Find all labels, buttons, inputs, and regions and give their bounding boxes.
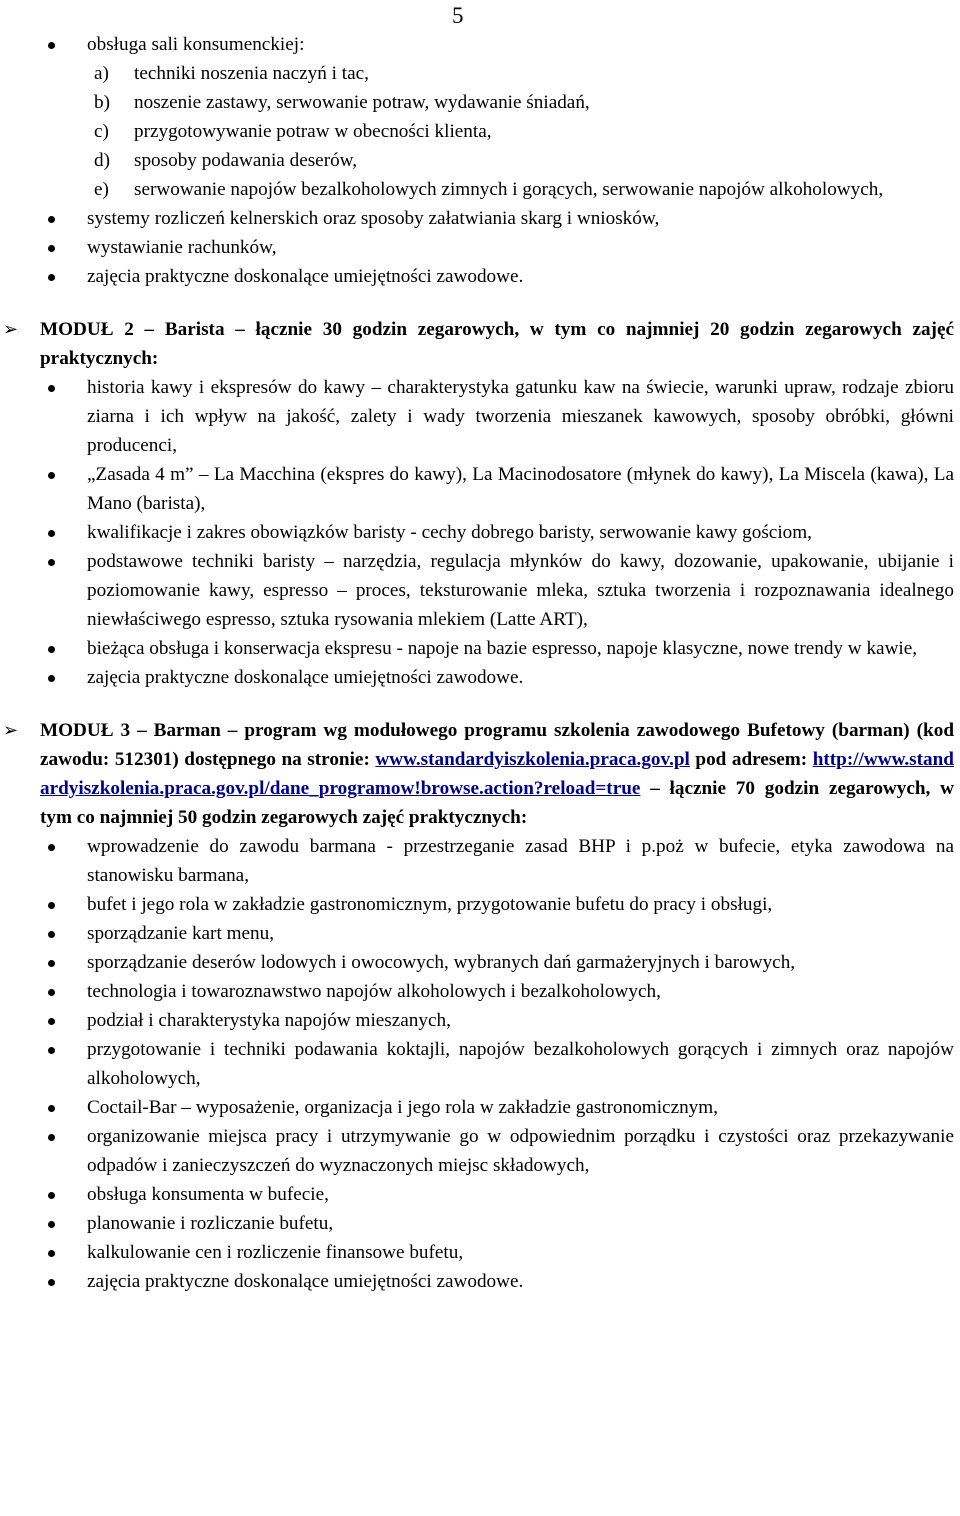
page-number: 5: [452, 3, 464, 28]
sub-list-mark: a): [94, 63, 109, 84]
program-url-link[interactable]: http://www.standardyiszkolenia.praca.gov.pl/dane_programow!browse.action?reload=true: [40, 749, 954, 799]
sub-list-text: przygotowywanie potraw w obecności klienta,: [134, 121, 492, 142]
sub-list-item: [0, 88, 960, 117]
list-item: sporządzanie deserów lodowych i owocowych, wybranych dań garmażeryjnych i barowych,: [0, 948, 960, 977]
list-item: wprowadzenie do zawodu barmana - przestrzeganie zasad BHP i p.poż w bufecie, etyka zawodowa na stanowisku barmana,: [0, 832, 960, 890]
module-2-heading-text: MODUŁ 2 – Barista – łącznie 30 godzin zegarowych, w tym co najmniej 20 godzin zegarowych zajęć praktycznych:: [40, 319, 954, 369]
sub-list-mark: d): [94, 150, 110, 171]
arrow-bullet-icon: ➢: [3, 720, 19, 740]
list-item: obsługa konsumenta w bufecie,: [0, 1180, 960, 1209]
module-3-heading-text: pod adresem:: [689, 749, 813, 770]
document-body: [0, 30, 960, 1296]
sub-list-item: [0, 175, 960, 204]
module-3-heading: [0, 716, 960, 832]
sub-list-text: techniki noszenia naczyń i tac,: [134, 63, 369, 84]
list-item: zajęcia praktyczne doskonalące umiejętności zawodowe.: [0, 1267, 960, 1296]
list-item: [0, 30, 960, 204]
sub-list-item: [0, 117, 960, 146]
sub-list: [0, 59, 960, 204]
list-item: Coctail-Bar – wyposażenie, organizacja i jego rola w zakładzie gastronomicznym,: [0, 1093, 960, 1122]
sub-list-text: sposoby podawania deserów,: [134, 150, 358, 171]
sub-list-mark: b): [94, 92, 110, 113]
sub-list-item: [0, 146, 960, 175]
list-item: bufet i jego rola w zakładzie gastronomicznym, przygotowanie bufetu do pracy i obsługi,: [0, 890, 960, 919]
list-item: podział i charakterystyka napojów mieszanych,: [0, 1006, 960, 1035]
arrow-bullet-icon: ➢: [3, 319, 19, 339]
module-2-heading: [0, 315, 960, 373]
sub-list-mark: c): [94, 121, 109, 142]
list-item: bieżąca obsługa i konserwacja ekspresu - napoje na bazie espresso, napoje klasyczne, nowe trendy w kawie,: [0, 634, 960, 663]
list-item: systemy rozliczeń kelnerskich oraz sposoby załatwiania skarg i wniosków,: [0, 204, 960, 233]
list-item: zajęcia praktyczne doskonalące umiejętności zawodowe.: [0, 262, 960, 291]
list-item: sporządzanie kart menu,: [0, 919, 960, 948]
list-item: „Zasada 4 m” – La Macchina (ekspres do kawy), La Macinodosatore (młynek do kawy), La Miscela (kawa), La Mano (barista),: [0, 460, 960, 518]
module-3-list: [0, 832, 960, 1296]
list-item: kwalifikacje i zakres obowiązków baristy - cechy dobrego baristy, serwowanie kawy gościom,: [0, 518, 960, 547]
list-item: kalkulowanie cen i rozliczenie finansowe bufetu,: [0, 1238, 960, 1267]
list-item: podstawowe techniki baristy – narzędzia, regulacja młynków do kawy, dozowanie, upakowanie, ubijanie i poziomowanie kawy, espresso – proces, teksturowanie mleka, sztuka tworzenia i rozpoznawania idealnego niewłaściwego espresso, sztuka rysowania mlekiem (Latte ART),: [0, 547, 960, 634]
list-item: historia kawy i ekspresów do kawy – charakterystyka gatunku kaw na świecie, warunki upraw, rodzaje zbioru ziarna i ich wpływ na jakość, zalety i wady tworzenia mieszanek kawowych, sposoby obróbki, główni producenci,: [0, 373, 960, 460]
list-item: zajęcia praktyczne doskonalące umiejętności zawodowe.: [0, 663, 960, 692]
list-item: technologia i towaroznawstwo napojów alkoholowych i bezalkoholowych,: [0, 977, 960, 1006]
module-2-list: [0, 373, 960, 692]
standards-site-link[interactable]: www.standardyiszkolenia.praca.gov.pl: [375, 749, 690, 770]
sub-list-text: serwowanie napojów bezalkoholowych zimnych i gorących, serwowanie napojów alkoholowych,: [134, 179, 884, 200]
list-item: przygotowanie i techniki podawania koktajli, napojów bezalkoholowych gorących i zimnych oraz napojów alkoholowych,: [0, 1035, 960, 1093]
module-3-heading-text: – łącznie 70 godzin zegarowych, w tym co najmniej 50 godzin zegarowych zajęć praktycznych:: [40, 778, 954, 828]
module-3-heading-text: MODUŁ 3 – Barman – program wg modułowego programu szkolenia zawodowego Bufetowy (barman) (kod zawodu: 512301) dostępnego na stronie:: [40, 720, 954, 770]
sub-list-text: noszenie zastawy, serwowanie potraw, wydawanie śniadań,: [134, 92, 590, 113]
intro-list: [0, 30, 960, 291]
list-item-text: obsługa sali konsumenckiej:: [87, 34, 305, 55]
sub-list-item: [0, 59, 960, 88]
list-item: planowanie i rozliczanie bufetu,: [0, 1209, 960, 1238]
sub-list-mark: e): [94, 179, 109, 200]
list-item: wystawianie rachunków,: [0, 233, 960, 262]
list-item: organizowanie miejsca pracy i utrzymywanie go w odpowiednim porządku i czystości oraz przekazywanie odpadów i zanieczyszczeń do wyznaczonych miejsc składowych,: [0, 1122, 960, 1180]
